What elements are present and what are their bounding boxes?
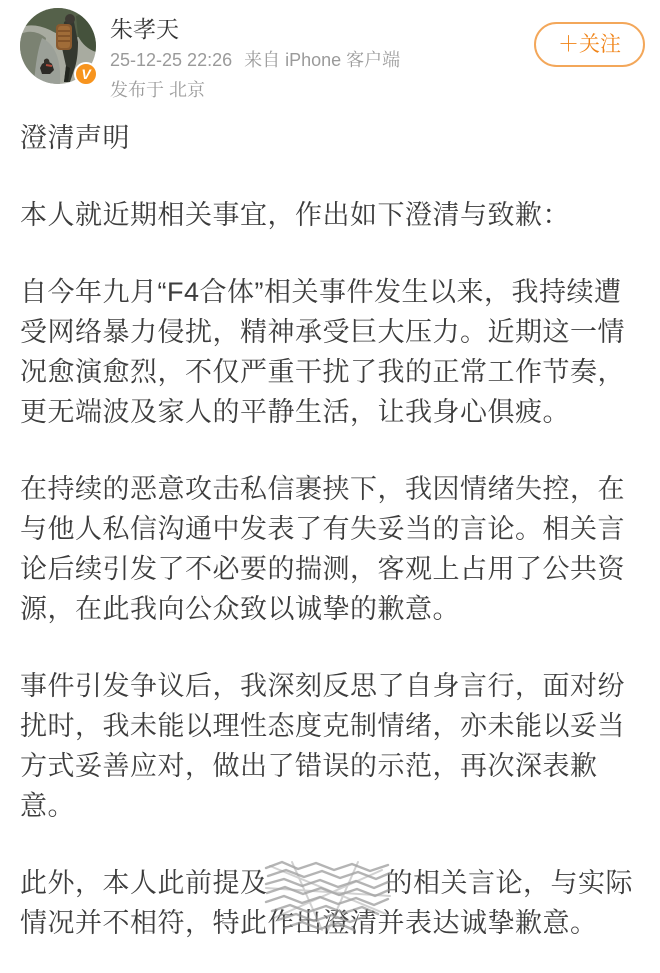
verified-badge-icon: V	[74, 62, 98, 86]
redacted-prefix: 此外，本人此前提及	[20, 868, 268, 898]
redacted-suffix: 的相关言论，与实际情况并不相符，特此作出澄清并表达诚挚歉意。	[20, 868, 633, 938]
post-header	[0, 0, 660, 104]
post-title: 澄清声明	[20, 123, 130, 153]
post-body	[0, 104, 660, 973]
post-paragraph-redacted	[20, 863, 640, 943]
post-source-link[interactable]: 来自 iPhone 客户端	[244, 50, 401, 70]
redacted-scribble	[268, 866, 386, 896]
username[interactable]: 朱孝天	[110, 16, 179, 42]
post-paragraph: 在持续的恶意攻击私信裹挟下，我因情绪失控，在与他人私信沟通中发表了有失妥当的言论。相关言论后续引发了不必要的揣测，客观上占用了公共资源，在此我向公众致以诚挚的歉意。	[20, 474, 625, 624]
post-paragraph: 本人就近期相关事宜，作出如下澄清与致歉：	[20, 200, 570, 230]
post-location: 发布于 北京	[110, 80, 206, 100]
avatar[interactable]	[20, 8, 96, 84]
post-paragraph: 自今年九月“F4合体”相关事件发生以来，我持续遭受网络暴力侵扰，精神承受巨大压力。近期这一情况愈演愈烈，不仅严重干扰了我的正常工作节奏，更无端波及家人的平静生活，让我身心俱疲。	[20, 277, 625, 427]
post-paragraph: 事件引发争议后，我深刻反思了自身言行，面对纷扰时，我未能以理性态度克制情绪，亦未能以妥当方式妥善应对，做出了错误的示范，再次深表歉意。	[20, 671, 625, 821]
follow-button[interactable]: ＋关注	[534, 22, 645, 67]
timestamp: 25-12-25 22:26	[110, 50, 233, 70]
